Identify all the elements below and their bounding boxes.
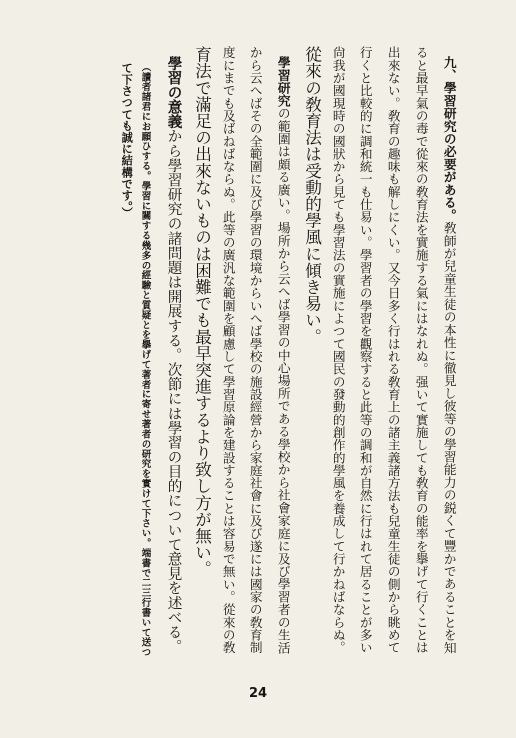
- body-column: [331, 46, 344, 654]
- body-text: 敎師が兒童生徒の本性に徹見し彼等の學習能力の鋭くて豐かであることを知: [441, 221, 457, 654]
- body-text: 度にまでも及ばねばならぬ。此等の廣汎な範圍を顧慮して學習原論を建設することは容易で無い。從來の敎: [220, 46, 236, 654]
- body-text: 從來の敎育法は受動的學風に傾き易い。: [302, 46, 322, 345]
- reader-note-column: [140, 62, 150, 657]
- reader-note-column: [120, 62, 135, 219]
- body-column: [358, 46, 371, 654]
- body-text: 育法で滿足の出來ないものは困難でも最早突進するより致し方が無い。: [192, 46, 212, 578]
- body-column: [221, 46, 234, 654]
- reader-note-text: （讀者諸君にお願ひする。學習に關する幾多の經驗と質疑とを擧げて著者に寄せ著者の研究を實けて下さい。端書で二三行書いて送つ: [139, 62, 151, 658]
- body-column: [248, 46, 261, 654]
- section-heading: 九、學習研究の必要がある。: [441, 56, 457, 222]
- body-text: 出來ない。敎育の趣味も解しにくい。又今日多く行はれる敎育上の諸主義諸方法も兒童生徒の側から眺めて: [385, 46, 401, 654]
- body-text: 尙我が國現時の國狀から見ても學習法の實施によつて國民の發動的創作的學風を養成して行かねばならぬ。: [330, 46, 346, 654]
- body-column: [276, 56, 289, 654]
- section-heading: 學習研究: [275, 56, 291, 107]
- body-column: [386, 46, 399, 654]
- body-column: [303, 46, 320, 345]
- body-column: [166, 56, 181, 654]
- body-text: ると最早氣の毒で從來の敎育法を實施する氣にはなれぬ。强いて實施しても敎育の能率を擧げて行くことは: [413, 46, 429, 654]
- body-column: [414, 46, 427, 654]
- body-text: 行くと比較的に調和統一も仕易い。學習者の學習を觀察すると此等の調和が自然に行はれて居ることが多い: [357, 46, 373, 654]
- body-column: [193, 46, 210, 577]
- body-text: から云へばその全範圍に及び學習の環境からいへば學校の施設經營から家庭社會に及び遂には國家の敎育制: [247, 46, 263, 654]
- body-text: から學習研究の諸問題は開展する。次節には學習の目的について意見を述べる。: [165, 128, 183, 654]
- body-text: の範圍は頗る廣い。場所から云へば學習の中心場所である學校から社會家庭に及び學習者の生活: [275, 106, 291, 654]
- page-number: 24: [248, 686, 268, 701]
- section-heading: 學習の意義: [165, 56, 183, 129]
- body-column: [442, 56, 455, 654]
- reader-note-text: て下さつても誠に結構です。）: [120, 62, 135, 219]
